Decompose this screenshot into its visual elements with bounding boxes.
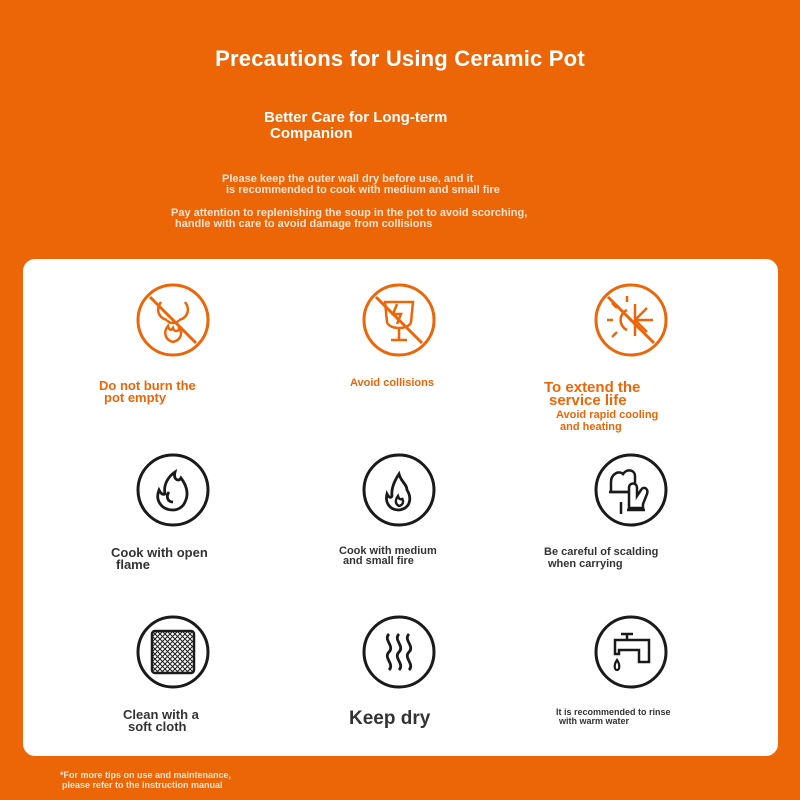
precautions-card xyxy=(23,259,778,756)
usage-note-line: is recommended to cook with medium and small fire xyxy=(226,184,500,196)
item-label: Be careful of scalding when carrying xyxy=(544,546,659,570)
item-label: Cook with open flame xyxy=(111,545,208,572)
item-label: Avoid rapid cooling and heating xyxy=(556,409,659,433)
subtitle-line: Better Care for Long-term xyxy=(264,109,448,126)
no-rapid-temperature-change-icon xyxy=(593,282,669,358)
usage-note-line: Please keep the outer wall dry before use, and it xyxy=(222,173,474,185)
keep-dry-icon xyxy=(361,614,437,690)
oven-mitt-icon xyxy=(593,452,669,528)
open-flame-icon xyxy=(135,452,211,528)
item-label: Keep dry xyxy=(349,708,431,729)
medium-fire-icon xyxy=(361,452,437,528)
item-label: It is recommended to rinse with warm water xyxy=(556,707,671,726)
warm-water-faucet-icon xyxy=(593,614,669,690)
no-burning-empty-icon xyxy=(135,282,211,358)
item-label: Do not burn the pot empty xyxy=(99,378,196,405)
no-collision-icon xyxy=(361,282,437,358)
footer-note xyxy=(60,770,231,790)
care-note xyxy=(171,208,527,230)
care-note-line: Pay attention to replenishing the soup in the pot to avoid scorching, xyxy=(171,207,528,219)
item-heading: To extend the service life xyxy=(544,379,641,409)
footer-line: *For more tips on use and maintenance, xyxy=(60,770,232,780)
footer-line: please refer to the instruction manual xyxy=(62,780,223,790)
item-label: Avoid collisions xyxy=(350,377,434,389)
page-title: Precautions for Using Ceramic Pot xyxy=(215,46,585,71)
item-label: Clean with a soft cloth xyxy=(123,707,199,734)
soft-cloth-icon xyxy=(135,614,211,690)
subtitle-line: Companion xyxy=(270,125,353,142)
subtitle xyxy=(264,110,544,142)
usage-note xyxy=(222,174,500,196)
care-note-line: handle with care to avoid damage from collisions xyxy=(175,218,433,230)
item-label: Cook with medium and small fire xyxy=(339,545,437,567)
